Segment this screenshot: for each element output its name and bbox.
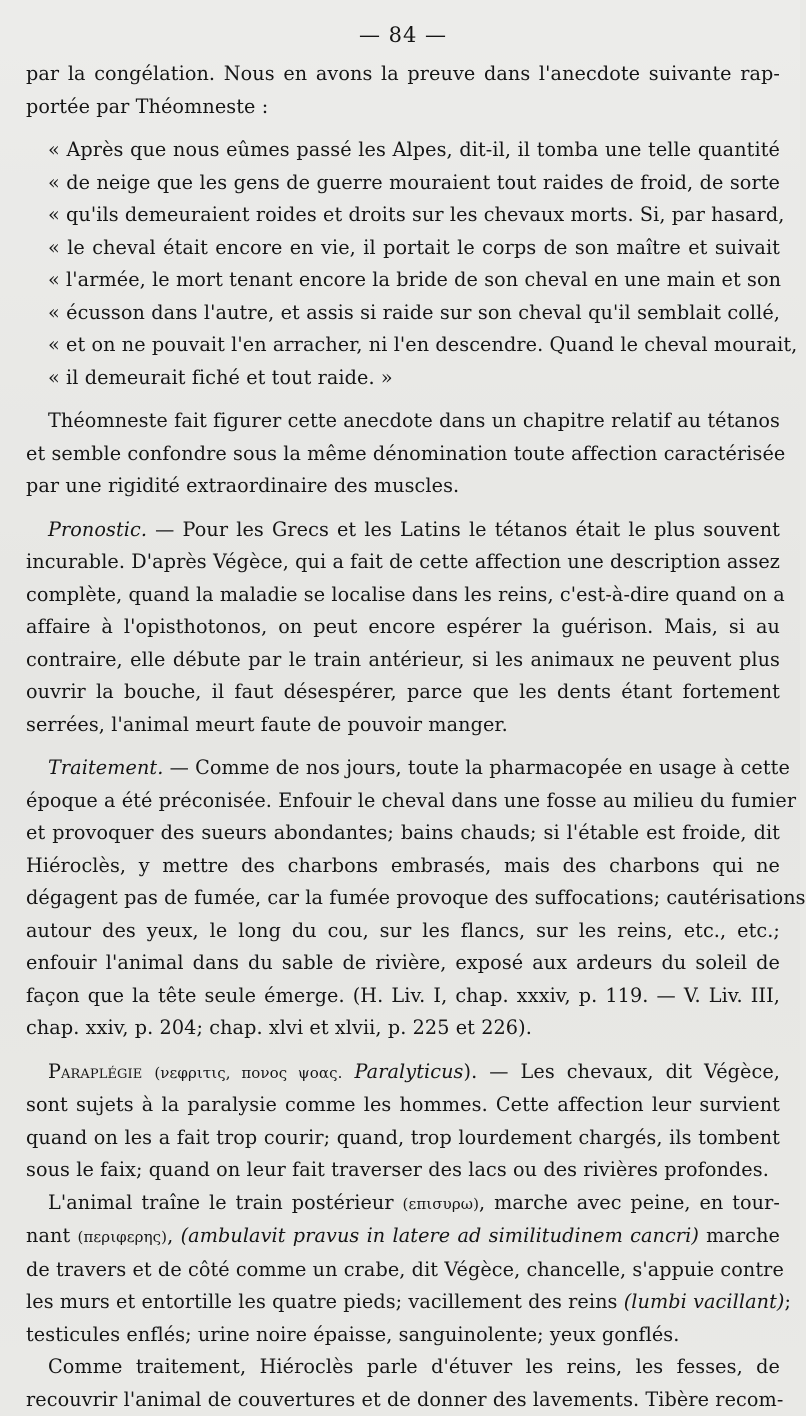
text-line: autour des yeux, le long du cou, sur les flancs, sur les reins, etc., etc.; — [26, 915, 780, 948]
text-line: par une rigidité extraordinaire des muscles. — [26, 470, 780, 503]
text-line: et semble confondre sous la même dénomination toute affection caractérisée — [26, 438, 780, 471]
text-line: par la congélation. Nous en avons la preuve dans l'anecdote suivante rap- — [26, 58, 780, 91]
text-line: « de neige que les gens de guerre mouraient tout raides de froid, de sorte — [48, 167, 780, 200]
text-line: recouvrir l'animal de couvertures et de donner des lavements. Tibère recom- — [26, 1384, 780, 1416]
text-line: Hiéroclès, y mettre des charbons embrasés, mais des charbons qui ne — [26, 850, 780, 883]
paragraph-pronostic — [26, 514, 780, 742]
text-line: façon que la tête seule émerge. (H. Liv. I, chap. xxxiv, p. 119. — V. Liv. III, — [26, 980, 780, 1013]
text-line: enfouir l'animal dans du sable de rivière, exposé aux ardeurs du soleil de — [26, 947, 780, 980]
text-line: testicules enflés; urine noire épaisse, sanguinolente; yeux gonflés. — [26, 1319, 780, 1352]
section-heading-traitement: Traitement. — [48, 756, 163, 779]
section-heading-pronostic: Pronostic. — [48, 518, 147, 541]
text-line: complète, quand la maladie se localise dans les reins, c'est-à-dire quand on a — [26, 579, 780, 612]
paragraph-theomneste — [26, 405, 780, 503]
paragraph-traitement-paraplegie — [26, 1351, 780, 1416]
text-line: Comme traitement, Hiéroclès parle d'étuver les reins, les fesses, de — [26, 1351, 780, 1384]
text-line: contraire, elle débute par le train antérieur, si les animaux ne peuvent plus — [26, 644, 780, 677]
text-line: L'animal traîne le train postérieur (επισυρω), marche avec peine, en tour- — [26, 1187, 780, 1221]
text-line: « et on ne pouvait l'en arracher, ni l'en descendre. Quand le cheval mourait, — [48, 329, 780, 362]
text-line: époque a été préconisée. Enfouir le cheval dans une fosse au milieu du fumier — [26, 785, 780, 818]
paragraph-traitement — [26, 752, 780, 1045]
text-line: ouvrir la bouche, il faut désespérer, parce que les dents étant fortement — [26, 676, 780, 709]
paragraph-intro — [26, 58, 780, 123]
text-line: serrées, l'animal meurt faute de pouvoir manger. — [26, 709, 780, 742]
text-line: Théomneste fait figurer cette anecdote dans un chapitre relatif au tétanos — [26, 405, 780, 438]
text-line: chap. xxiv, p. 204; chap. xlvi et xlvii, p. 225 et 226). — [26, 1012, 780, 1045]
text-line: sont sujets à la paralysie comme les hommes. Cette affection leur survient — [26, 1089, 780, 1122]
text-line: « Après que nous eûmes passé les Alpes, dit-il, il tomba une telle quantité — [48, 134, 780, 167]
text-line: « écusson dans l'autre, et assis si raide sur son cheval qu'il semblait collé, — [48, 297, 780, 330]
text-line: dégagent pas de fumée, car la fumée provoque des suffocations; cautérisations — [26, 882, 780, 915]
text-line: Paraplégie (νεφριτις, πονος ψοας. Paralyticus). — Les chevaux, dit Végèce, — [26, 1056, 780, 1090]
text-line: quand on les a fait trop courir; quand, trop lourdement chargés, ils tombent — [26, 1122, 780, 1155]
text-line: « l'armée, le mort tenant encore la bride de son cheval en une main et son — [48, 264, 780, 297]
text-line: et provoquer des sueurs abondantes; bains chauds; si l'étable est froide, dit — [26, 817, 780, 850]
text-line: affaire à l'opisthotonos, on peut encore espérer la guérison. Mais, si au — [26, 611, 780, 644]
paragraph-paraplegie — [26, 1056, 780, 1187]
text-line: incurable. D'après Végèce, qui a fait de cette affection une description assez — [26, 546, 780, 579]
text-line: les murs et entortille les quatre pieds; vacillement des reins (lumbi vacillant); — [26, 1286, 780, 1319]
text-line: de travers et de côté comme un crabe, dit Végèce, chancelle, s'appuie contre — [26, 1254, 780, 1287]
text-line: « le cheval était encore en vie, il portait le corps de son maître et suivait — [48, 232, 780, 265]
text-line: portée par Théomneste : — [26, 91, 780, 124]
quotation-block — [26, 134, 780, 394]
text-line: sous le faix; quand on leur fait traverser des lacs ou des rivières profondes. — [26, 1154, 780, 1187]
page-number: — 84 — — [26, 18, 780, 52]
paragraph-symptomes — [26, 1187, 780, 1352]
text-line: nant (περιφερης), (ambulavit pravus in latere ad similitudinem cancri) marche — [26, 1220, 780, 1254]
text-line: « il demeurait fiché et tout raide. » — [48, 362, 780, 395]
section-heading-paraplegie: Paraplégie — [48, 1060, 142, 1083]
text-line: Traitement. — Comme de nos jours, toute la pharmacopée en usage à cette — [26, 752, 780, 785]
text-line: « qu'ils demeuraient roides et droits sur les chevaux morts. Si, par hasard, — [48, 199, 780, 232]
text-line: Pronostic. — Pour les Grecs et les Latins le tétanos était le plus souvent — [26, 514, 780, 547]
